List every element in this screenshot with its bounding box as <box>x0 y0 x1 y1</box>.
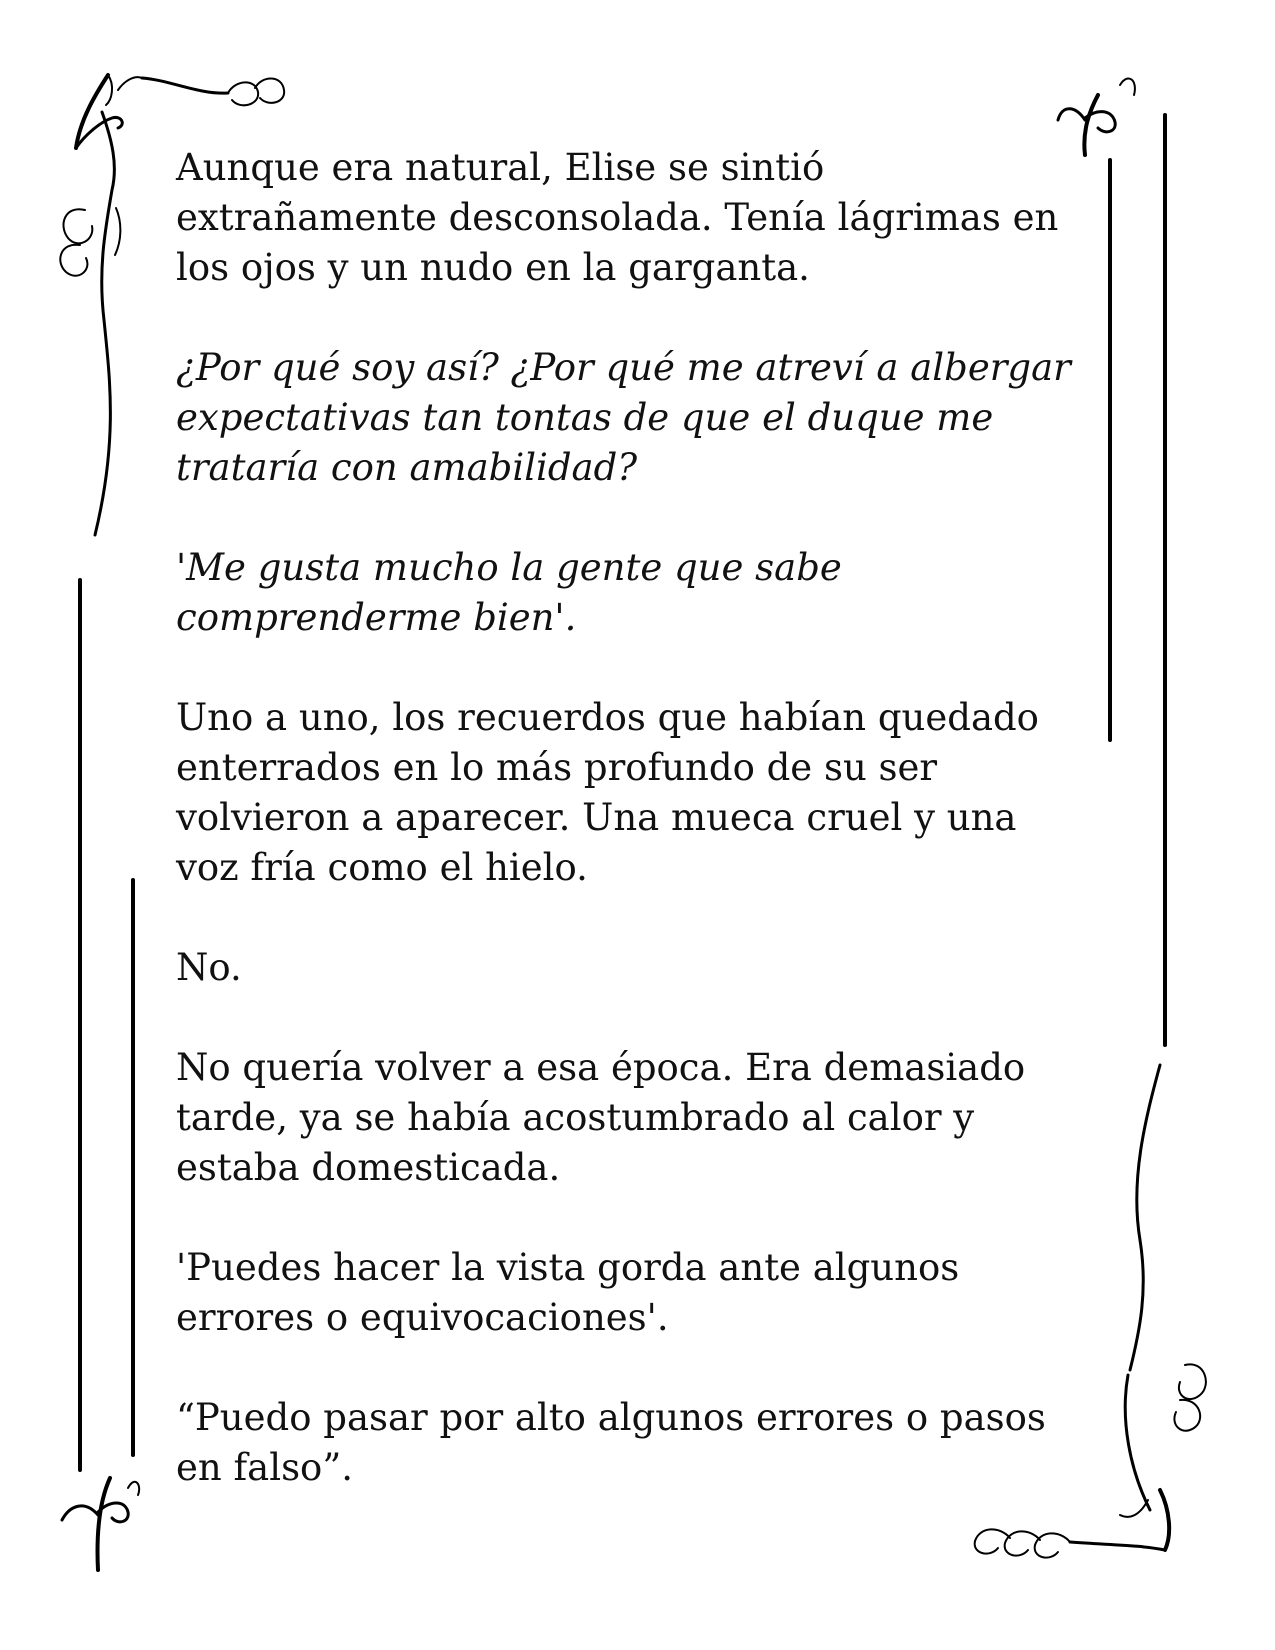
story-text <box>176 143 1106 1543</box>
paragraph: No quería volver a esa época. Era demasiado tarde, ya se había acostumbrado al calor y estaba domesticada. <box>176 1046 1026 1189</box>
paragraph: ¿Por qué soy así? ¿Por qué me atreví a albergar expectativas tan tontas de que el duque me trataría con amabilidad? <box>176 346 1071 489</box>
paragraph: “Puedo pasar por alto algunos errores o pasos en falso”. <box>176 1396 1046 1489</box>
flourish-bottom-left <box>62 1478 139 1570</box>
paragraph: Uno a uno, los recuerdos que habían quedado enterrados en lo más profundo de su ser volvieron a aparecer. Una mueca cruel y una voz fría como el hielo. <box>176 696 1039 889</box>
paragraph: 'Me gusta mucho la gente que sabe comprenderme bien'. <box>176 546 842 639</box>
paragraph: No. <box>176 946 242 989</box>
paragraph: Aunque era natural, Elise se sintió extrañamente desconsolada. Tenía lágrimas en los ojos y un nudo en la garganta. <box>176 146 1059 289</box>
paragraph: 'Puedes hacer la vista gorda ante algunos errores o equivocaciones'. <box>176 1246 960 1339</box>
